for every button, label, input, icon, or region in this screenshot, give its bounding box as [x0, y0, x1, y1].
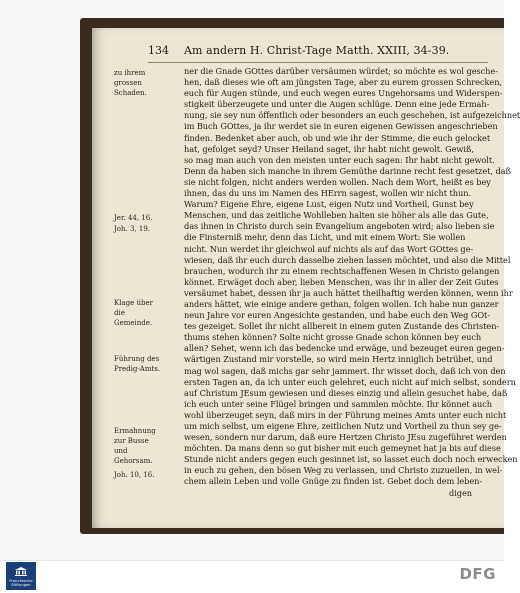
- text-line: versäumet habet, dessen ihr ja auch hättet theilhaftig werden können, wenn ihr: [184, 287, 513, 298]
- text-line: brauchen, wodurch ihr zu einem rechtschaffenen Wesen in Christo gelangen: [184, 265, 500, 276]
- margin-note: Joh. 10, 16.: [114, 471, 155, 479]
- text-line: Menschen, und das zeitliche Wohlleben halten sie höher als alle das Gute,: [184, 210, 489, 221]
- margin-note: Führung des Predig-Amts.: [114, 355, 161, 373]
- library-logo-text: Franckesche Stiftungen: [9, 579, 33, 587]
- text-line: so mag man auch von den meisten unter euch sagen: Ihr habt nicht gewolt.: [184, 154, 495, 165]
- text-line: nicht. Nun werdet ihr gleichwol auf nichts als auf das Wort GOttes ge-: [184, 243, 474, 254]
- text-line: Warum? Eigene Ehre, eigene Lust, eigen Nutz und Vortheil, Gunst bey: [184, 199, 474, 210]
- page-header: [148, 44, 488, 60]
- text-line: auf Christum JEsum gewiesen und dieses einzig und allein gesuchet habe, daß: [184, 387, 508, 398]
- margin-note: Ermahnung zur Busse und Gehorsam.: [114, 427, 156, 465]
- text-line: ihnen, das du uns im Namen des HErrn sagest, wollen wir nicht thun.: [184, 188, 472, 199]
- text-line: stigkeit überzeugete und unter die Augen schlüge. Denn eine jede Ermah-: [184, 99, 490, 110]
- text-line: thums stehen können? Solte nicht grosse Gnade schon können bey euch: [184, 332, 482, 343]
- text-line: das ihnen in Christo durch sein Evangelium angeboten wird; also lieben sie: [184, 221, 495, 232]
- header-rule: [148, 62, 488, 63]
- text-line: allen? Sehet, wenn ich das bedencke und erwäge, und bezeuget euren gegen-: [184, 343, 505, 354]
- text-line: möchten. Da mans denn so gut bisher mit euch gemeynet hat ja bis auf diese: [184, 443, 501, 454]
- margin-note: zu ihrem grossen Schaden.: [114, 69, 147, 97]
- text-line: wiesen, daß ihr euch durch dasselbe ziehen lassen möchtet, und also die Mittel: [184, 254, 511, 265]
- text-line: hen, daß dieses wie oft am jüngsten Tage, aber zu eurem grossen Schrecken,: [184, 77, 502, 88]
- text-line: um mich selbst, um eigene Ehre, zeitlichen Nutz und Vortheil zu thun sey ge-: [184, 421, 502, 431]
- text-line: ner die Gnade GOttes darüber versäumen würdet; so möchte es wol gesche-: [184, 66, 498, 76]
- text-line: euch für Augen stünde, und euch wegen eures Ungehorsams und Widerspen-: [184, 88, 503, 99]
- library-logo[interactable]: [6, 562, 36, 590]
- text-line: hat, gefolget seyd? Unser Heiland saget, ihr habt nicht gewolt. Gewiß,: [184, 143, 474, 154]
- text-line: Stunde nicht anders gegen euch gesinnet ist, so lasset euch doch noch erwecken: [184, 454, 518, 465]
- text-line: chem allein Leben und volle Gnüge zu finden ist. Gebet doch dem leben-: [184, 476, 483, 487]
- text-line: nung, sie sey nun öffentlich oder besonders an euch geschehen, ist aufgezeichnet: [184, 110, 520, 121]
- text-line: sie nicht folgen, nicht anders werden wollen. Nach dem Wort, heißt es bey: [184, 176, 491, 187]
- text-line: tes gezeiget. Sollet ihr nicht allbereit in einem guten Zustande des Christen-: [184, 321, 500, 332]
- text-line: wohl überzeuget seyn, daß mirs in der Führung meines Amts unter euch nicht: [184, 409, 507, 420]
- text-line: neun Jahre vor euren Angesichte gestanden, und habe euch den Weg GOt-: [184, 310, 490, 321]
- building-icon: [15, 567, 27, 576]
- margin-note: Klage über die Gemeinde.: [114, 299, 153, 327]
- body-text: [184, 66, 520, 518]
- dfg-logo[interactable]: DFG: [459, 565, 496, 583]
- text-line: Denn da haben sich manche in ihrem Gemüthe darinne recht fest gesetzet, daß: [184, 165, 511, 176]
- text-line: finden. Bedenket aber auch, ob und wie ihr der Stimme, die euch gelocket: [184, 132, 491, 143]
- text-line: anders hättet, wie einige andere gethan, folgen wollen. Ich habe nun ganzer: [184, 298, 499, 309]
- text-line: im Buch GOttes, ja ihr werdet sie in euren eigenen Gewissen angeschrieben: [184, 121, 498, 132]
- text-line: könnet. Erwäget doch aber, lieben Menschen, was ihr in aller der Zeit Gutes: [184, 276, 499, 287]
- text-line: wärtigen Zustand mir vorstelle, so wird mein Hertz inniglich betrübet, und: [184, 354, 493, 365]
- book-page: [92, 28, 520, 528]
- text-line: ersten Tagen an, da ich unter euch gelehret, euch nicht auf mich selbst, sondern: [184, 376, 516, 387]
- text-line: ich euch unter seine Flügel bringen und sammlen möchte. Ihr könnet auch: [184, 398, 493, 409]
- margin-note: Joh. 3, 19.: [114, 225, 151, 233]
- text-line: wesen, sondern nur darum, daß eure Hertzen Christo JEsu zugeführet werden: [184, 432, 507, 443]
- page-number: 134: [148, 44, 169, 57]
- margin-note: Jer. 44, 16.: [114, 214, 153, 222]
- catchword: digen: [449, 487, 472, 498]
- text-line: mag wol sagen, daß michs gar sehr jammert. Ihr wisset doch, daß ich von den: [184, 365, 506, 376]
- text-line: die Finsterniß mehr, denn das Licht, und mit einem Wort: Sie wollen: [184, 232, 466, 243]
- footer-bar: [0, 560, 504, 593]
- running-title: Am andern H. Christ-Tage Matth. XXIII, 34-39.: [184, 44, 450, 57]
- text-line: in euch zu gehen, den bösen Weg zu verlassen, und Christo zuzueilen, in wel-: [184, 465, 503, 476]
